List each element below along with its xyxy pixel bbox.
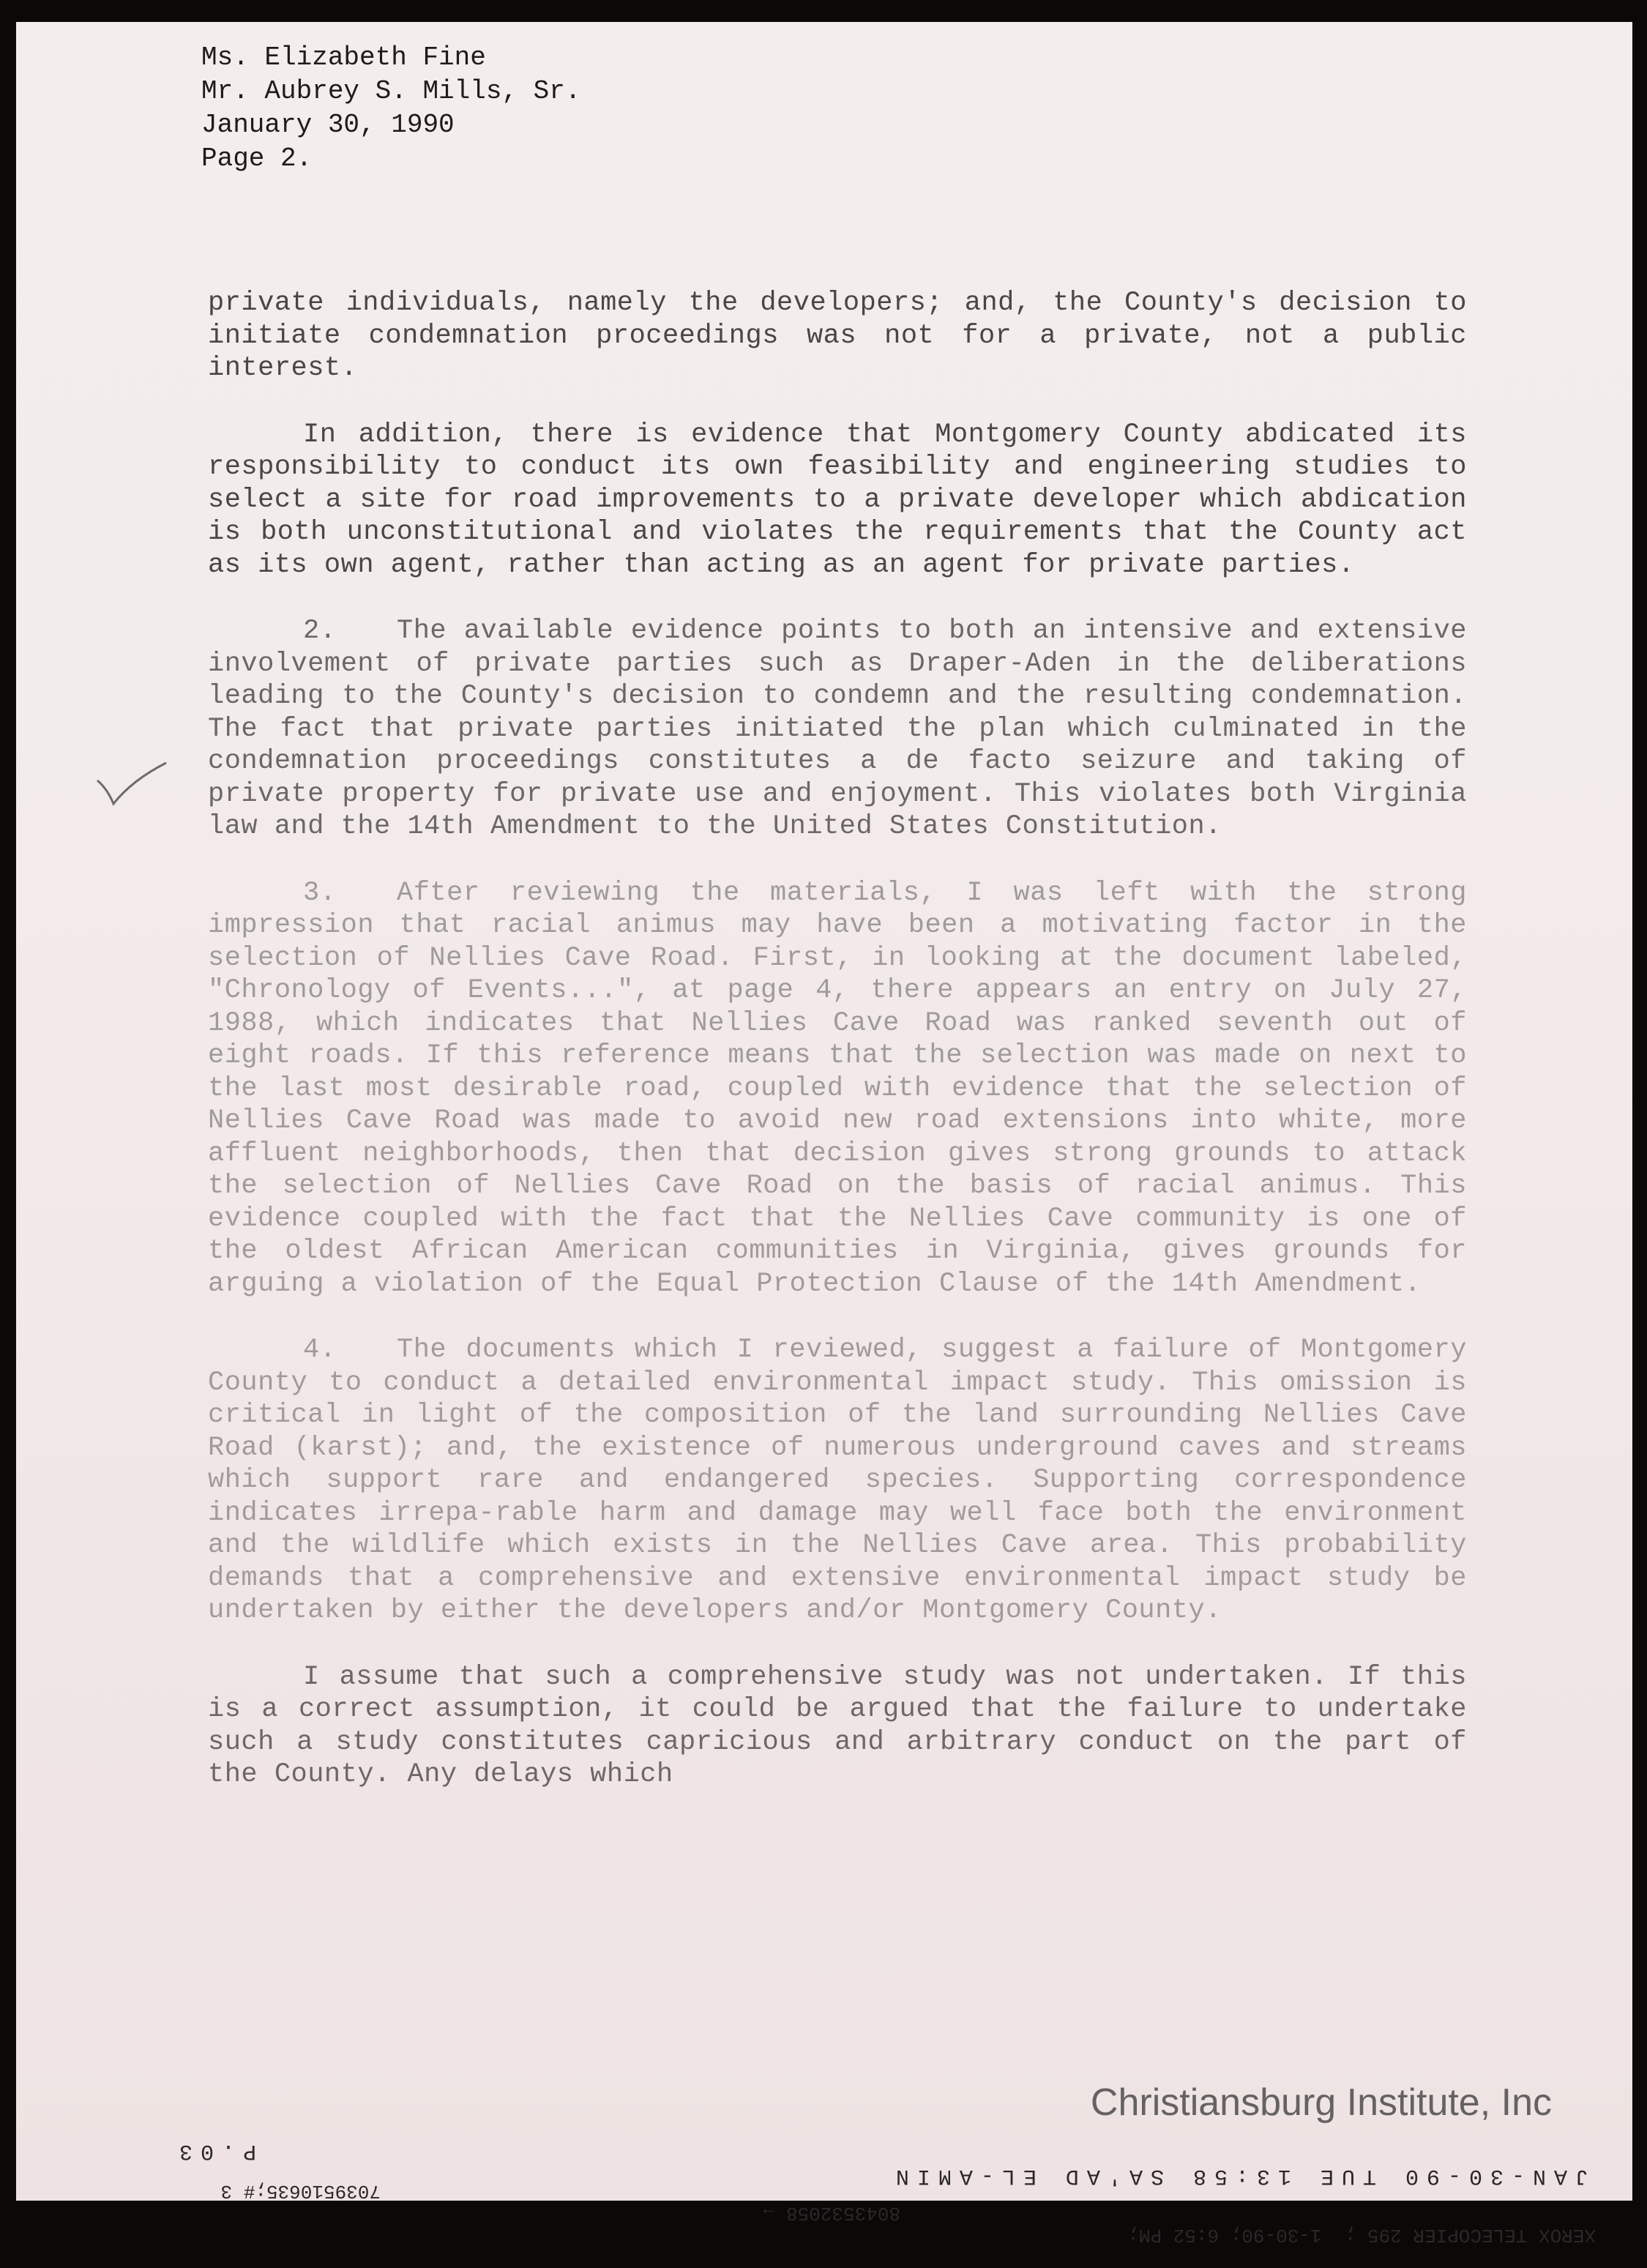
- fax-header-bottom: [16, 2158, 1632, 2268]
- fax-top-right: P.03: [171, 2138, 256, 2163]
- paragraph-addition: In addition, there is evidence that Montgomery County abdicated its responsibility to conduct its own feasibility and engineering studies to select a site for road improvements to a private developer which abdication is both unconstitutional and violates the requirements that the County act as its own agent, rather than acting as an agent for private parties.: [208, 419, 1467, 581]
- handwritten-checkmark-icon: [92, 758, 172, 810]
- paragraph-continuation: private individuals, namely the developers; and, the County's decision to initiate condemnation proceedings was not for a private, not a public interest.: [208, 288, 1467, 384]
- paragraph-4-text: The documents which I reviewed, suggest a failure of Montgomery County to conduct a detailed environmental impact study. This omission is critical in light of the composition of the land surrounding Nellies Cave Road (karst); and, the existence of numerous underground caves and streams which support rare and endangered species. Supporting correspondence indicates irrepa-rable harm and damage may well face both the environment and the wildlife which exists in the Nellies Cave area. This probability demands that a comprehensive and extensive environmental impact study be undertaken by either the developers and/or Montgomery County.: [208, 1335, 1467, 1626]
- archive-watermark: Christiansburg Institute, Inc: [1090, 2081, 1552, 2124]
- paragraph-4: [208, 1334, 1467, 1627]
- paragraph-2-number: 2.: [303, 616, 337, 646]
- letter-page: [16, 22, 1632, 2246]
- fax-bottom-mid: 8043532058 →: [763, 2202, 900, 2224]
- recipient-1: Ms. Elizabeth Fine: [201, 42, 486, 72]
- paragraph-assumption: I assume that such a comprehensive study was not undertaken. If this is a correct assumption, it could be argued that the failure to undertake such a study constitutes capricious and arbitrary conduct on the part of the County. Any delays which: [208, 1661, 1467, 1790]
- paragraph-4-number: 4.: [303, 1335, 337, 1365]
- paragraph-3-text: After reviewing the materials, I was left with the strong impression that racial animus may have been a motivating factor in the selection of Nellies Cave Road. First, in looking at the document labeled, "Chronology of Events...", at page 4, there appears an entry on July 27, 1988, which indicates that Nellies Cave Road was ranked seventh out of eight roads. If this reference means that the selection was made on next to the last most desirable road, coupled with evidence that the selection of Nellies Cave Road was made to avoid new road extensions into white, more affluent neighborhoods, then that decision gives strong grounds to attack the selection of Nellies Cave Road on the basis of racial animus. This evidence coupled with the fact that the Nellies Cave community is one of the oldest African American communities in Virginia, gives grounds for arguing a violation of the Equal Protection Clause of the 14th Amendment.: [208, 877, 1467, 1299]
- letter-body: [208, 287, 1467, 1825]
- fax-top-left: JAN-30-90 TUE 13:58 SA'AD EL-AMIN: [887, 2163, 1588, 2188]
- paragraph-2-text: The available evidence points to both an intensive and extensive involvement of private parties such as Draper-Aden in the deliberations leading to the County's decision to condemn and the resulting condemnation. The fact that private parties initiated the plan which culminated in the condemnation proceedings constitutes a de facto seizure and taking of private property for private use and enjoyment. This violates both Virginia law and the 14th Amendment to the United States Constitution.: [208, 616, 1467, 842]
- paragraph-3-number: 3.: [303, 877, 337, 909]
- paragraph-3: [208, 877, 1467, 1301]
- letter-date: January 30, 1990: [201, 110, 455, 140]
- paragraph-2: [208, 615, 1467, 843]
- recipient-2: Mr. Aubrey S. Mills, Sr.: [201, 76, 581, 106]
- letter-header: [201, 41, 580, 176]
- fax-bottom-right: 7039510635;# 3: [220, 2180, 381, 2202]
- fax-bottom-left: XEROX TELECOPIER 295 ; 1-30-90; 6:52 PM;: [1127, 2224, 1596, 2246]
- page-number: Page 2.: [201, 143, 313, 174]
